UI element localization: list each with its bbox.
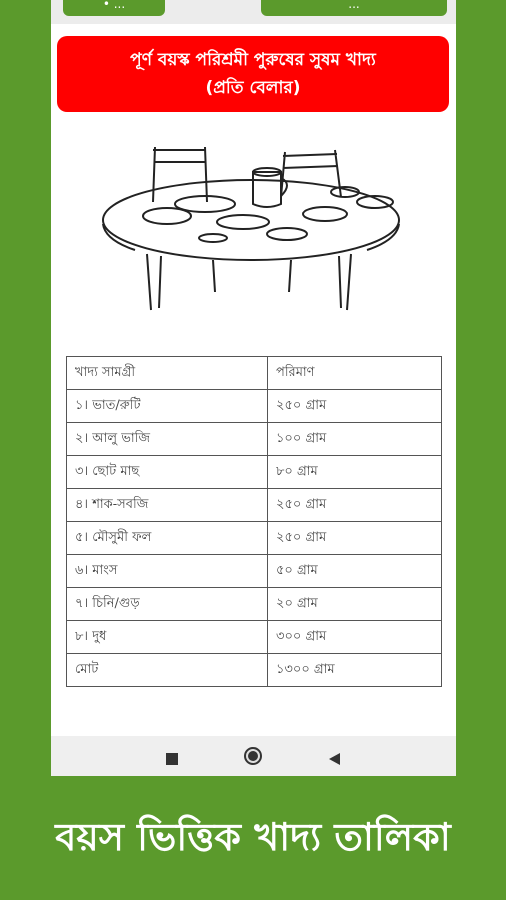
quantity-cell: ৩০০ গ্রাম <box>268 621 442 654</box>
title-line-1: পূর্ণ বয়স্ক পরিশ্রমী পুরুষের সুষম খাদ্য <box>130 50 376 70</box>
top-right-button[interactable] <box>261 0 447 16</box>
food-item-cell: ২। আলু ভাজি <box>67 423 268 456</box>
quantity-cell: ৮০ গ্রাম <box>268 456 442 489</box>
table-row <box>67 555 442 588</box>
table-row <box>67 522 442 555</box>
triangle-back-icon[interactable] <box>328 750 340 769</box>
android-nav-bar <box>51 736 456 776</box>
quantity-cell: ২৫০ গ্রাম <box>268 489 442 522</box>
square-icon[interactable] <box>166 750 178 769</box>
table-row <box>67 390 442 423</box>
caption-text: বয়স ভিত্তিক খাদ্য তালিকা <box>55 815 451 859</box>
food-item-cell: ৫। মৌসুমী ফল <box>67 522 268 555</box>
title-line-2: (প্রতি বেলার) <box>205 78 301 98</box>
quantity-cell: ২৫০ গ্রাম <box>268 390 442 423</box>
food-item-cell: ১। ভাত/রুটি <box>67 390 268 423</box>
content-area <box>51 24 456 736</box>
food-item-cell: ৭। চিনি/গুড় <box>67 588 268 621</box>
top-right-button-label: ... <box>348 0 360 11</box>
top-left-button-label: • ... <box>102 0 126 11</box>
food-item-cell: ৩। ছোট মাছ <box>67 456 268 489</box>
food-table <box>66 356 442 687</box>
dining-table-illustration <box>95 142 407 312</box>
table-header-row <box>67 357 442 390</box>
table-row <box>67 654 442 687</box>
quantity-cell: ১০০ গ্রাম <box>268 423 442 456</box>
food-item-cell: মোট <box>67 654 268 687</box>
food-item-cell: ৪। শাক-সবজি <box>67 489 268 522</box>
column-header: পরিমাণ <box>268 357 442 390</box>
table-row <box>67 621 442 654</box>
food-item-cell: ৬। মাংস <box>67 555 268 588</box>
column-header: খাদ্য সামগ্রী <box>67 357 268 390</box>
quantity-cell: ৫০ গ্রাম <box>268 555 442 588</box>
top-left-button[interactable] <box>63 0 165 16</box>
circle-icon[interactable] <box>244 747 262 769</box>
food-item-cell: ৮। দুধ <box>67 621 268 654</box>
page-title <box>57 36 449 112</box>
table-row <box>67 588 442 621</box>
quantity-cell: ১৩০০ গ্রাম <box>268 654 442 687</box>
phone-screen <box>51 0 456 776</box>
table-row <box>67 456 442 489</box>
table-row <box>67 423 442 456</box>
quantity-cell: ২০ গ্রাম <box>268 588 442 621</box>
table-row <box>67 489 442 522</box>
quantity-cell: ২৫০ গ্রাম <box>268 522 442 555</box>
